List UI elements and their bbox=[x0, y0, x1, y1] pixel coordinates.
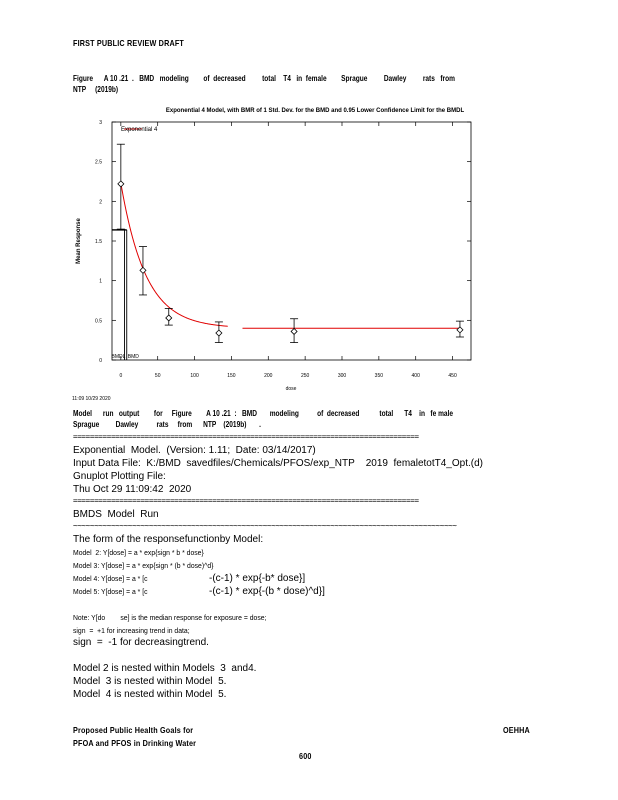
bmdl-label: BMDL bbox=[111, 354, 126, 360]
separator-equals-2: ================================================================================== bbox=[73, 496, 419, 505]
separator-tilde: ~~~~~~~~~~~~~~~~~~~~~~~~~~~~~~~~~~~~~~~~~~~~~~~~~~~~~~~~~~~~~~~~~~~~~~~~~~~~~~~~~~~~~~~~~~~ bbox=[73, 521, 457, 530]
gnuplot-file: Gnuplot Plotting File: bbox=[73, 471, 166, 482]
plot-frame bbox=[112, 122, 471, 360]
data-point-marker bbox=[216, 330, 222, 336]
y-tick-label: 2.5 bbox=[95, 159, 102, 166]
model-caption-line-1: Model run output for Figure A 10 .21 : BMD modeling of decreased total T4 in fe male bbox=[73, 409, 454, 418]
separator-equals-1: ================================================================================== bbox=[73, 432, 419, 441]
footer-left-line-2: PFOA and PFOS in Drinking Water bbox=[73, 738, 197, 748]
y-tick-label: 2 bbox=[99, 199, 102, 206]
y-tick-label: 3 bbox=[99, 120, 102, 126]
model-4-formula-start: Model 4: Y[dose] = a * [c bbox=[73, 574, 148, 583]
y-tick-label: 1.5 bbox=[95, 239, 102, 245]
bmd-chart bbox=[70, 100, 550, 405]
data-point-marker bbox=[166, 315, 172, 321]
sign-negative: sign = -1 for decreasingtrend. bbox=[73, 637, 209, 648]
footer-left-line-1: Proposed Public Health Goals for bbox=[73, 725, 194, 735]
x-tick-label: 150 bbox=[227, 373, 236, 379]
bmd-label: BMD bbox=[127, 354, 139, 360]
y-axis-label: Mean Response bbox=[76, 218, 82, 264]
x-tick-label: 100 bbox=[190, 373, 199, 379]
legend-label: Exponential 4 bbox=[121, 127, 158, 133]
axes-group bbox=[95, 120, 471, 379]
model-3-formula: Model 3: Y[dose] = a * exp{sign * (b * dose)^d} bbox=[73, 561, 214, 570]
model-5-formula-start: Model 5: Y[dose] = a * [c bbox=[73, 587, 148, 596]
nesting-line-1: Model 2 is nested within Models 3 and4. bbox=[73, 663, 257, 674]
nesting-line-2: Model 3 is nested within Model 5. bbox=[73, 676, 227, 687]
model-caption-line-2: Sprague Dawley rats from NTP (2019b) . bbox=[73, 420, 261, 429]
bmd-lines-group bbox=[112, 230, 140, 360]
x-tick-label: 450 bbox=[448, 373, 457, 379]
model-4-formula-end: -(c-1) * exp{-b* dose}] bbox=[209, 573, 306, 584]
page-number: 600 bbox=[299, 751, 312, 761]
y-tick-label: 0 bbox=[99, 358, 102, 364]
chart-title: Exponential 4 Model, with BMR of 1 Std. Dev. for the BMD and 0.95 Lower Confidence Limit for the BMDL bbox=[165, 108, 465, 114]
y-tick-label: 0.5 bbox=[95, 318, 102, 325]
model-curve bbox=[121, 183, 460, 328]
figure-caption-line-2: NTP (2019b) bbox=[73, 85, 119, 94]
x-tick-label: 350 bbox=[374, 373, 384, 379]
x-tick-label: 400 bbox=[411, 373, 420, 379]
nesting-line-3: Model 4 is nested within Model 5. bbox=[73, 689, 227, 700]
input-data-file: Input Data File: K:/BMD savedfiles/Chemicals/PFOS/exp_NTP 2019 femaletotT4_Opt.(d) bbox=[73, 458, 483, 469]
model-version: Exponential Model. (Version: 1.11; Date: 03/14/2017) bbox=[73, 445, 316, 456]
x-tick-label: 50 bbox=[154, 373, 161, 379]
draft-header: FIRST PUBLIC REVIEW DRAFT bbox=[73, 38, 185, 48]
run-date: Thu Oct 29 11:09:42 2020 bbox=[73, 484, 192, 495]
data-points-group bbox=[117, 144, 464, 342]
data-point-marker bbox=[118, 181, 124, 187]
x-tick-label: 0 bbox=[119, 373, 123, 379]
x-tick-label: 250 bbox=[300, 373, 310, 379]
plot-timestamp: 11:09 10/29 2020 bbox=[72, 396, 111, 402]
model-5-formula-end: -(c-1) * exp{-(b * dose)^d}] bbox=[209, 586, 325, 597]
footer-org: OEHHA bbox=[503, 725, 530, 735]
data-point-marker bbox=[457, 327, 463, 333]
model-2-formula: Model 2: Y[dose] = a * exp{sign * b * dose} bbox=[73, 548, 204, 557]
note-line: Note: Y[do se] is the median response for exposure = dose; bbox=[73, 613, 267, 622]
x-axis-label: dose bbox=[285, 386, 297, 392]
form-title: The form of the responsefunctionby Model: bbox=[73, 534, 264, 545]
figure-caption-line-1: Figure A 10 .21 . BMD modeling of decreased total T4 in female Sprague Dawley rats from bbox=[73, 74, 455, 83]
data-point-marker bbox=[291, 328, 297, 334]
sign-positive: sign = +1 for increasing trend in data; bbox=[73, 626, 190, 635]
x-tick-label: 200 bbox=[264, 373, 273, 379]
run-title: BMDS Model Run bbox=[73, 509, 159, 520]
y-tick-label: 1 bbox=[99, 278, 102, 285]
x-tick-label: 300 bbox=[337, 373, 347, 379]
